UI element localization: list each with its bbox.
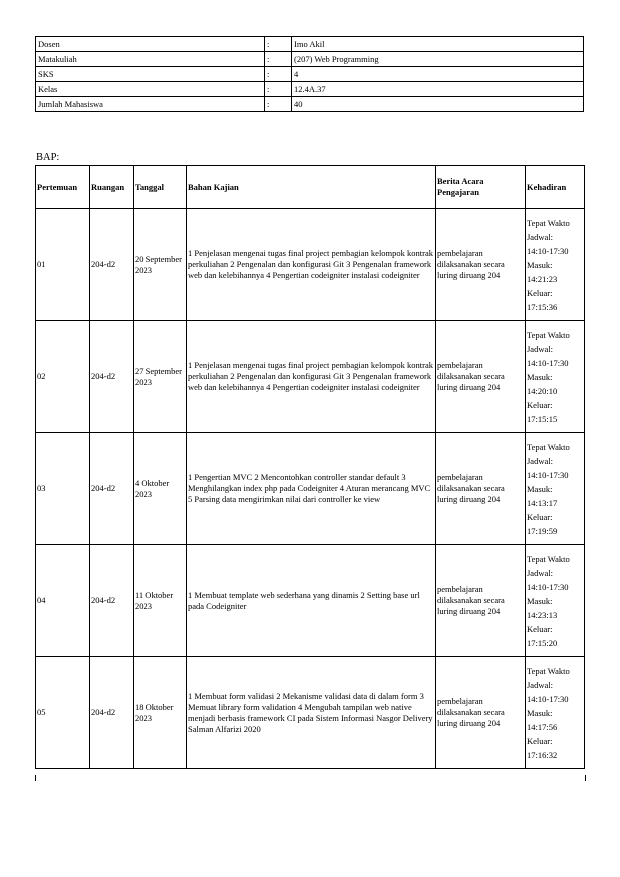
info-row <box>36 52 584 67</box>
cell-ruangan: 204-d2 <box>90 433 134 545</box>
kehadiran-line: 17:15:15 <box>527 413 558 424</box>
kehadiran-line: 17:19:59 <box>527 525 558 536</box>
kehadiran-line: Tepat Wakto <box>527 329 570 340</box>
bap-label: BAP: <box>36 152 60 163</box>
kehadiran-line: Tepat Wakto <box>527 441 570 452</box>
kehadiran-line: Masuk: <box>527 707 553 718</box>
cell-berita-acara: pembelajaran dilaksanakan secara luring diruang 204 <box>436 321 526 433</box>
kehadiran-line: Jadwal: <box>527 567 553 578</box>
info-separator: : <box>265 52 292 67</box>
cell-bahan-kajian: 1 Penjelasan mengenai tugas final project pembagian kelompok kontrak perkuliahan 2 Pengenalan dan konfigurasi Git 3 Pengenalan framework web dan kelebihannya 4 Pengertian codeigniter instalasi codeigniter <box>187 209 436 321</box>
kehadiran-line: Keluar: <box>527 735 553 746</box>
info-value: (207) Web Programming <box>292 52 584 67</box>
cell-bahan-kajian: 1 Membuat template web sederhana yang dinamis 2 Setting base url pada Codeigniter <box>187 545 436 657</box>
cell-bahan-kajian: 1 Penjelasan mengenai tugas final project pembagian kelompok kontrak perkuliahan 2 Pengenalan dan konfigurasi Git 3 Pengenalan framework web dan kelebihannya 4 Pengertian codeigniter instalasi codeigniter <box>187 321 436 433</box>
header-tanggal: Tanggal <box>134 166 187 209</box>
table-row <box>36 321 585 433</box>
kehadiran-line: 14:10-17:30 <box>527 693 569 704</box>
cell-tanggal: 11 Oktober 2023 <box>134 545 187 657</box>
header-ruangan: Ruangan <box>90 166 134 209</box>
cell-kehadiran <box>526 545 585 657</box>
kehadiran-line: Masuk: <box>527 259 553 270</box>
info-label: Matakuliah <box>36 52 265 67</box>
cell-kehadiran <box>526 657 585 769</box>
kehadiran-line: 14:10-17:30 <box>527 581 569 592</box>
kehadiran-line: 14:10-17:30 <box>527 245 569 256</box>
bap-header-row <box>36 166 585 209</box>
info-value: 40 <box>292 97 584 112</box>
kehadiran-line: Tepat Wakto <box>527 553 570 564</box>
info-separator: : <box>265 37 292 52</box>
cell-pertemuan: 04 <box>36 545 90 657</box>
cell-ruangan: 204-d2 <box>90 545 134 657</box>
kehadiran-line: 14:10-17:30 <box>527 469 569 480</box>
course-info-table <box>35 36 584 112</box>
kehadiran-line: Keluar: <box>527 511 553 522</box>
info-separator: : <box>265 97 292 112</box>
kehadiran-line: Masuk: <box>527 595 553 606</box>
table-continuation <box>35 775 586 781</box>
cell-bahan-kajian: 1 Membuat form validasi 2 Mekanisme validasi data di dalam form 3 Memuat library form validation 4 Mengubah tampilan web native menjadi berbasis framework CI pada Sistem Informasi Nasgor Delivery Salman Alfarizi 2020 <box>187 657 436 769</box>
cell-tanggal: 27 September 2023 <box>134 321 187 433</box>
kehadiran-line: 17:16:32 <box>527 749 558 760</box>
kehadiran-line: Keluar: <box>527 623 553 634</box>
info-label: Jumlah Mahasiswa <box>36 97 265 112</box>
cell-tanggal: 4 Oktober 2023 <box>134 433 187 545</box>
cell-berita-acara: pembelajaran dilaksanakan secara luring diruang 204 <box>436 433 526 545</box>
kehadiran-line: Tepat Wakto <box>527 217 570 228</box>
info-row <box>36 97 584 112</box>
kehadiran-line: Masuk: <box>527 371 553 382</box>
table-row <box>36 657 585 769</box>
header-bahan-kajian: Bahan Kajian <box>187 166 436 209</box>
kehadiran-line: Jadwal: <box>527 455 553 466</box>
kehadiran-line: 14:17:56 <box>527 721 558 732</box>
kehadiran-line: Keluar: <box>527 287 553 298</box>
cell-tanggal: 18 Oktober 2023 <box>134 657 187 769</box>
kehadiran-line: 17:15:20 <box>527 637 558 648</box>
info-label: Dosen <box>36 37 265 52</box>
info-label: Kelas <box>36 82 265 97</box>
info-value: 4 <box>292 67 584 82</box>
cell-tanggal: 20 September 2023 <box>134 209 187 321</box>
cell-bahan-kajian: 1 Pengertian MVC 2 Mencontohkan controller standar default 3 Menghilangkan index php pada Codeigniter 4 Aturan merancang MVC 5 Parsing data mengirimkan nilai dari controller ke view <box>187 433 436 545</box>
kehadiran-line: 14:10-17:30 <box>527 357 569 368</box>
cell-kehadiran <box>526 209 585 321</box>
kehadiran-line: Jadwal: <box>527 231 553 242</box>
info-separator: : <box>265 67 292 82</box>
cell-berita-acara: pembelajaran dilaksanakan secara luring diruang 204 <box>436 545 526 657</box>
kehadiran-line: Jadwal: <box>527 679 553 690</box>
cell-ruangan: 204-d2 <box>90 209 134 321</box>
info-row <box>36 37 584 52</box>
kehadiran-line: 14:13:17 <box>527 497 558 508</box>
kehadiran-line: Tepat Wakto <box>527 665 570 676</box>
kehadiran-line: 14:23:13 <box>527 609 558 620</box>
cell-berita-acara: pembelajaran dilaksanakan secara luring diruang 204 <box>436 657 526 769</box>
cell-berita-acara: pembelajaran dilaksanakan secara luring diruang 204 <box>436 209 526 321</box>
cell-ruangan: 204-d2 <box>90 321 134 433</box>
kehadiran-line: 14:21:23 <box>527 273 558 284</box>
kehadiran-line: 14:20:10 <box>527 385 558 396</box>
info-value: 12.4A.37 <box>292 82 584 97</box>
cell-ruangan: 204-d2 <box>90 657 134 769</box>
header-pertemuan: Pertemuan <box>36 166 90 209</box>
info-row <box>36 82 584 97</box>
info-label: SKS <box>36 67 265 82</box>
table-row <box>36 545 585 657</box>
bap-table <box>35 165 585 769</box>
table-row <box>36 209 585 321</box>
cell-pertemuan: 05 <box>36 657 90 769</box>
cell-pertemuan: 03 <box>36 433 90 545</box>
cell-kehadiran <box>526 321 585 433</box>
cell-pertemuan: 02 <box>36 321 90 433</box>
header-kehadiran: Kehadiran <box>526 166 585 209</box>
table-row <box>36 433 585 545</box>
kehadiran-line: Keluar: <box>527 399 553 410</box>
info-row <box>36 67 584 82</box>
kehadiran-line: Masuk: <box>527 483 553 494</box>
cell-pertemuan: 01 <box>36 209 90 321</box>
info-value: Imo Akil <box>292 37 584 52</box>
info-separator: : <box>265 82 292 97</box>
kehadiran-line: 17:15:36 <box>527 301 558 312</box>
header-berita-acara: Berita Acara Pengajaran <box>436 166 526 209</box>
cell-kehadiran <box>526 433 585 545</box>
kehadiran-line: Jadwal: <box>527 343 553 354</box>
